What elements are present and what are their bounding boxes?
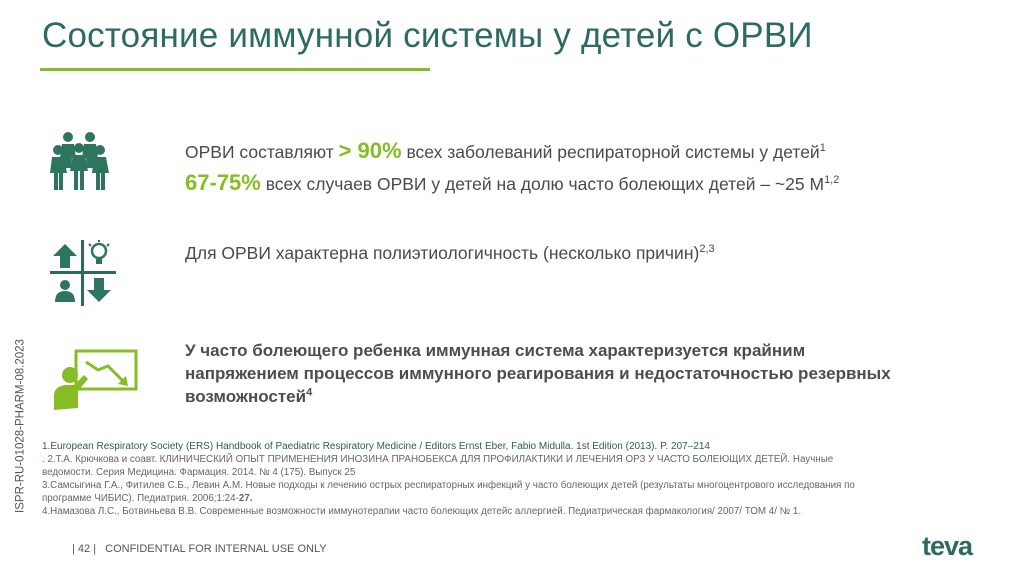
polyetiology-ref: 2,3 xyxy=(699,243,715,256)
orvi-share-value: > 90% xyxy=(338,138,402,163)
point-orvi-share-line1 xyxy=(185,136,839,166)
immune-strain-line3: возможностей xyxy=(185,386,307,406)
svg-text:teva: teva xyxy=(922,533,973,559)
confidential-notice: CONFIDENTIAL FOR INTERNAL USE ONLY xyxy=(105,543,327,555)
document-id-vertical xyxy=(8,320,26,545)
orvi-share-post: всех заболеваний респираторной системы у детей xyxy=(401,142,820,162)
polyetiology-text: Для ОРВИ характерна полиэтиологичность (несколько причин) xyxy=(185,243,700,263)
reference-4: 4.Намазова Л.С., Ботвиньева В.В. Современные возможности иммунотерапии часто болеющих детейс аллергией. Педиатрическая фармакология/ 2007/ ТОМ 4/ № 1. xyxy=(42,506,802,518)
point-immune-strain xyxy=(185,340,891,409)
immune-strain-line2: напряжением процессов иммунного реагирования и недостаточностью резервных xyxy=(185,363,891,383)
footer xyxy=(72,543,333,555)
orvi-share-ref: 1 xyxy=(819,142,826,155)
orvi-share-pre: ОРВИ составляют xyxy=(185,142,339,162)
page-number: | 42 | xyxy=(72,543,97,555)
reference-1: 1.European Respiratory Society (ERS) Handbook of Paediatric Respiratory Medicine / Editors Ernst Eber, Fabio Midulla. 1st Edition (2013). P. 207–214 xyxy=(42,441,710,452)
reference-3-line2-bold: 27. xyxy=(238,493,253,505)
causes-quadrant-icon xyxy=(50,240,116,306)
references xyxy=(42,440,1002,518)
point-polyetiology xyxy=(185,242,715,266)
document-id-text: ISPR-RU-01028-PHARM-08.2023 xyxy=(14,339,27,513)
frequent-ill-post: всех случаев ОРВИ у детей на долю часто болеющих детей – ~25 М xyxy=(260,173,825,194)
reference-2-line1: . 2.Т.А. Крючкова и соавт. КЛИНИЧЕСКИЙ ОПЫТ ПРИМЕНЕНИЯ ИНОЗИНА ПРАНОБЕКСА ДЛЯ ПРОФИЛАКТИКИ И ЛЕЧЕНИЯ ОРЗ У ЧАСТО БОЛЕЮЩИХ ДЕТЕЙ. Научные xyxy=(42,454,834,466)
page-title: Состояние иммунной системы у детей с ОРВИ xyxy=(42,16,813,55)
frequent-ill-ref: 1,2 xyxy=(824,173,840,186)
frequent-ill-value: 67-75% xyxy=(185,169,261,195)
title-underline xyxy=(40,68,430,71)
immune-strain-ref: 4 xyxy=(306,386,313,399)
reference-3-line1: 3.Самсыгина Г.А., Фитилев С.Б., Левин А.М. Новые подходы к лечению острых респираторных инфекций у часто болеющих детей (результаты многоцентрового исследования по xyxy=(42,480,855,492)
people-group-icon xyxy=(48,130,110,192)
reference-3-line2 xyxy=(42,492,1002,505)
reference-2-line2: ведомости. Серия Медицина. Фармация. 2014. № 4 (175). Выпуск 25 xyxy=(42,467,356,479)
point-orvi-share-line2 xyxy=(185,168,839,198)
reference-3-line2-text: программе ЧИБИС). Педиатрия. 2006;1:24- xyxy=(42,493,239,505)
immune-strain-line1: У часто болеющего ребенка иммунная система характеризуется крайним xyxy=(185,341,806,360)
point-orvi-share xyxy=(185,136,839,197)
teva-logo xyxy=(922,533,1000,559)
presenter-chart-down-icon xyxy=(48,348,140,410)
